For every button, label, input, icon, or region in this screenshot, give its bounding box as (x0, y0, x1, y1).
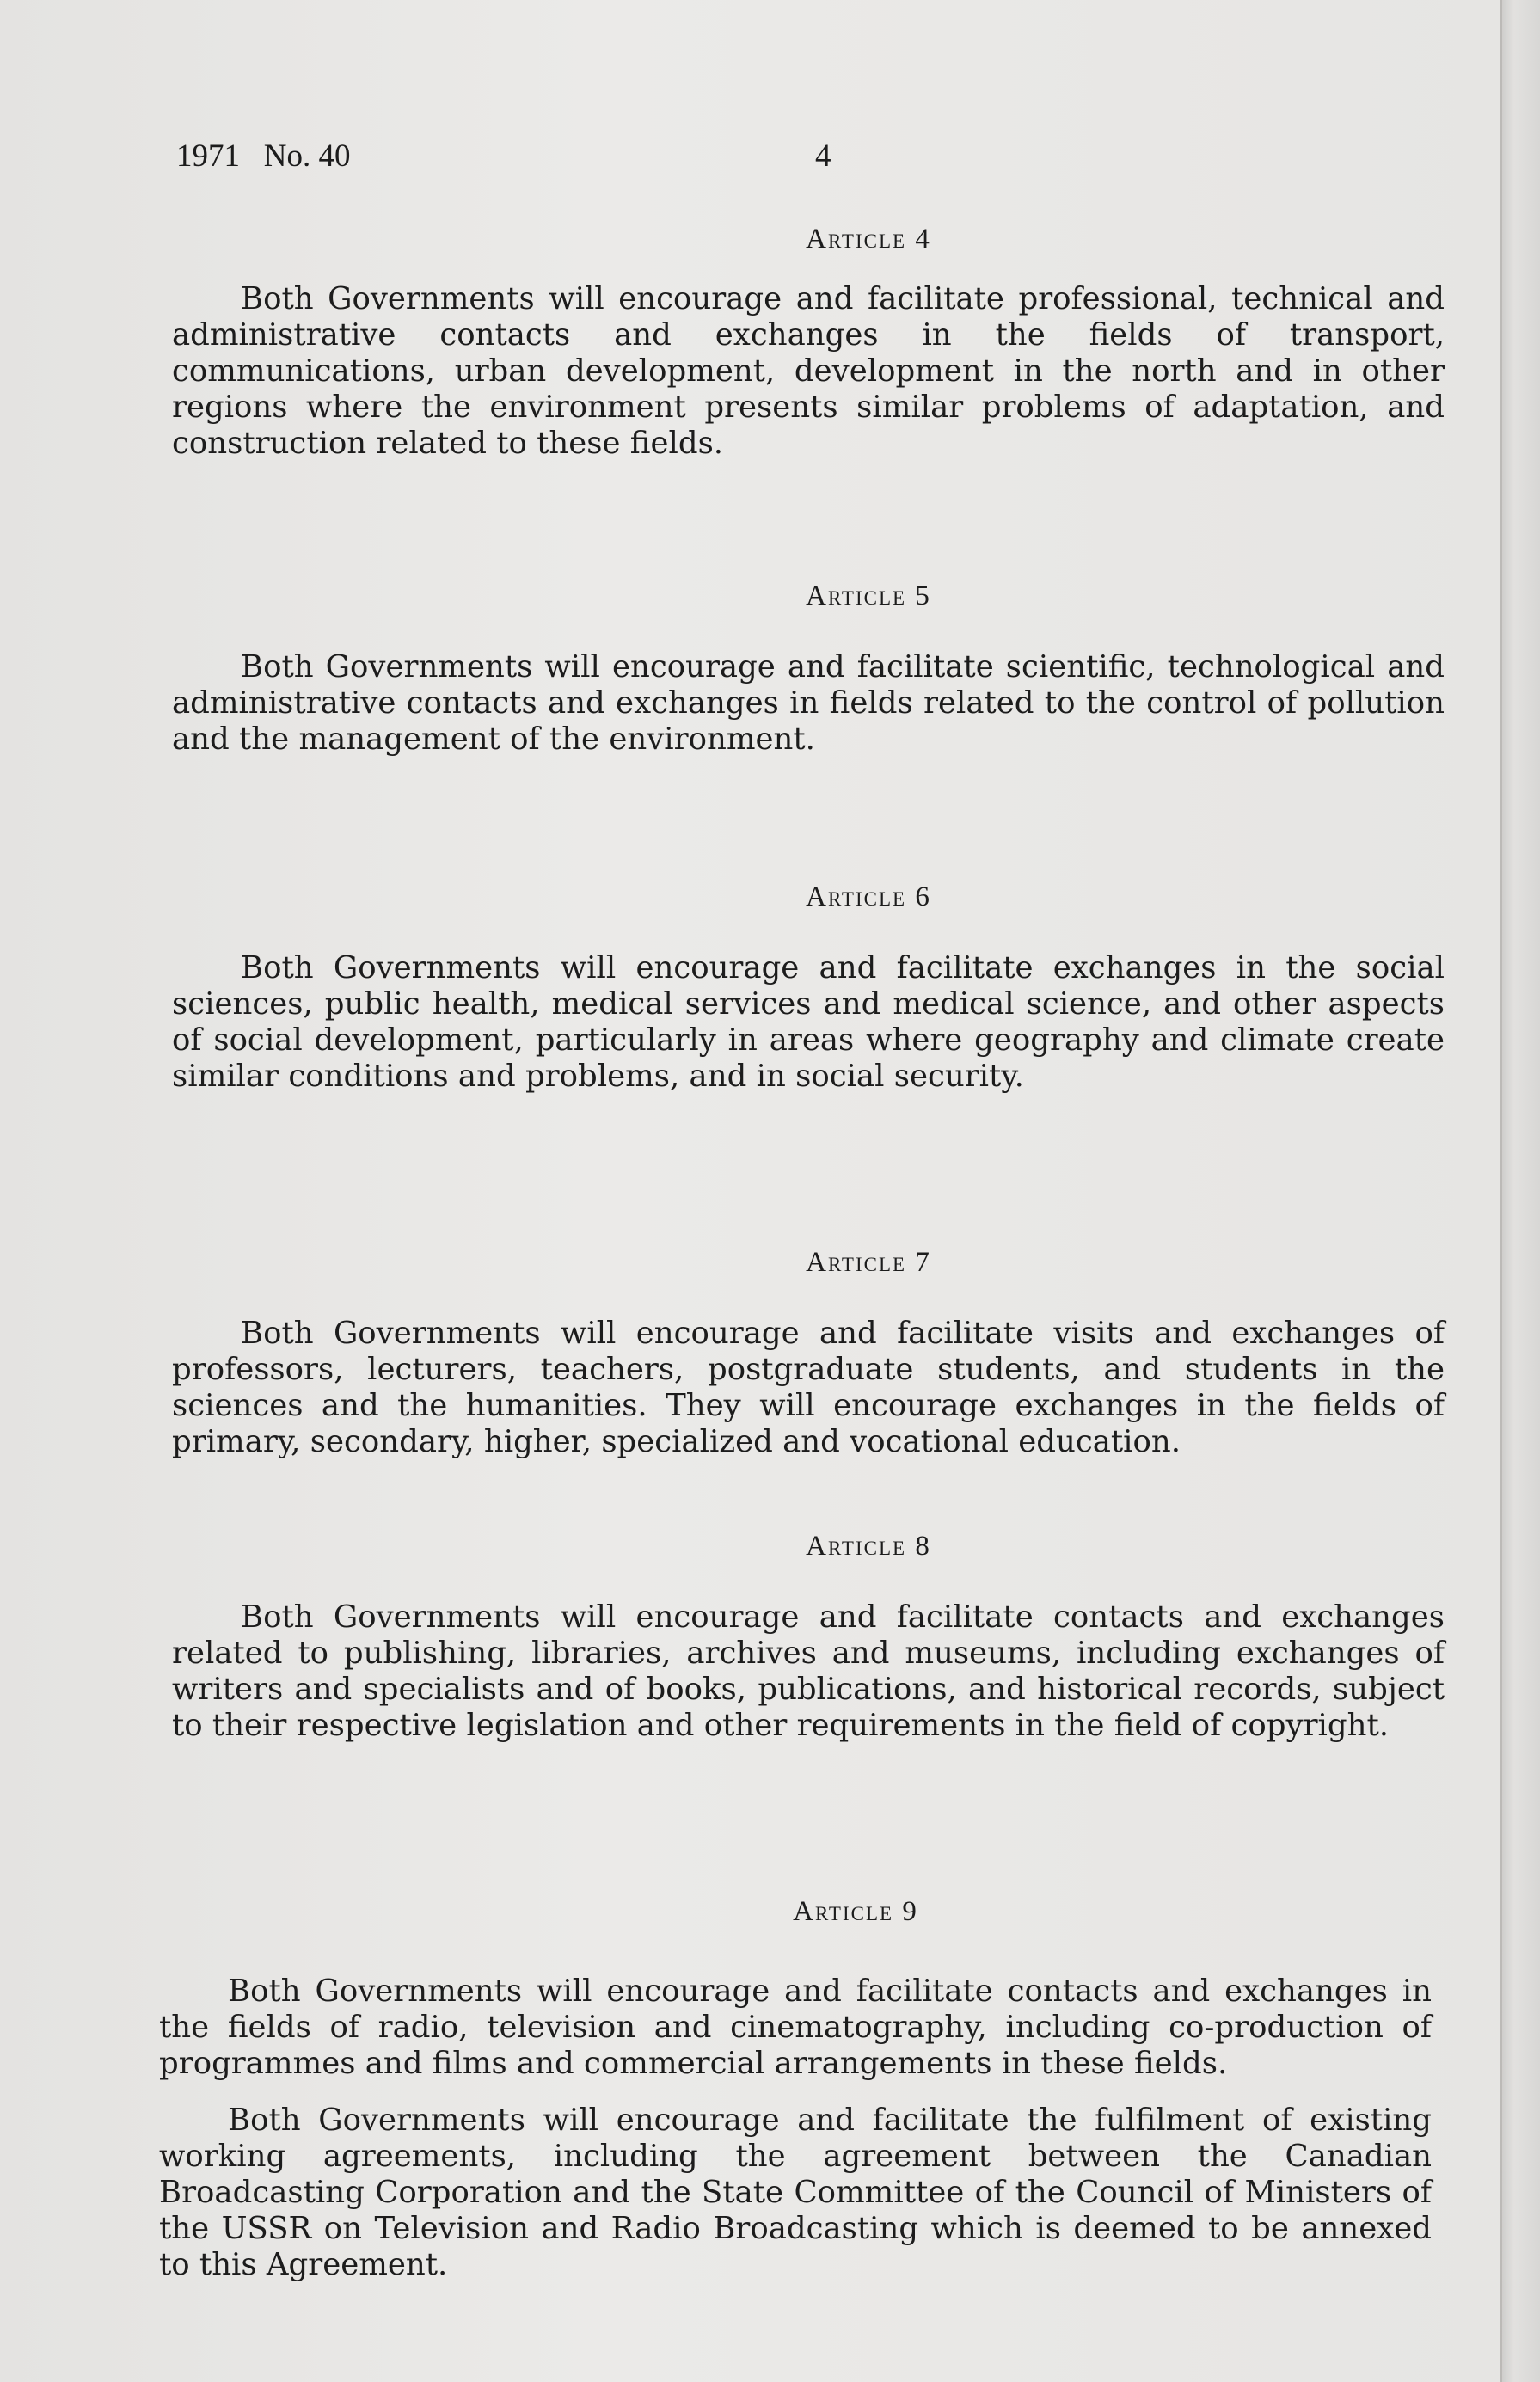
article-paragraph: Both Governments will encourage and facilitate scientific, technological and administrative contacts and exchanges in fields related to the control of pollution and the management of the environment. (172, 649, 1445, 757)
page-header (176, 138, 950, 181)
article-4 (172, 224, 1445, 473)
article-heading: Article 4 (806, 224, 931, 255)
treaty-year-number: 1971 No. 40 (176, 138, 351, 174)
article-heading: Article 6 (806, 881, 931, 912)
article-heading: Article 7 (806, 1247, 931, 1278)
article-paragraph: Both Governments will encourage and facilitate visits and exchanges of professors, lecturers, teachers, postgraduate students, and students in the sciences and the humanities. They will encourage exchanges in the fields of primary, secondary, higher, specialized and vocational education. (172, 1316, 1445, 1459)
article-heading: Article 8 (806, 1531, 931, 1562)
article-6 (172, 881, 1445, 1105)
article-heading: Article 9 (793, 1896, 918, 1927)
article-heading: Article 5 (806, 580, 931, 611)
article-paragraph: Both Governments will encourage and facilitate contacts and exchanges in the fields of radio, television and cinematography, including co-production of programmes and films and commercial arrangements in these fields. (159, 1974, 1432, 2081)
article-paragraph: Both Governments will encourage and facilitate the fulfilment of existing working agreements, including the agreement between the Canadian Broadcasting Corporation and the State Committee of the Council of Ministers of the USSR on Television and Radio Broadcasting which is deemed to be annexed to this Agreement. (159, 2103, 1432, 2282)
article-9 (159, 1896, 1432, 2292)
page-number: 4 (815, 138, 831, 174)
article-7 (172, 1247, 1445, 1470)
article-paragraph: Both Governments will encourage and facilitate exchanges in the social sciences, public health, medical services and medical science, and other aspects of social development, particularly in areas where geography and climate create similar conditions and problems, and in social security. (172, 950, 1445, 1094)
article-paragraph: Both Governments will encourage and facilitate professional, technical and administrative contacts and exchanges in the fields of transport, communications, urban development, development in the north and in other regions where the environment presents similar problems of adaptation, and construction related to these fields. (172, 281, 1445, 461)
article-5 (172, 580, 1445, 761)
article-8 (172, 1531, 1445, 1789)
page-edge (1500, 0, 1540, 2382)
article-paragraph: Both Governments will encourage and facilitate contacts and exchanges related to publishing, libraries, archives and museums, including exchanges of writers and specialists and of books, publications, and historical records, subject to their respective legislation and other requirements in the field of copyright. (172, 1599, 1445, 1743)
